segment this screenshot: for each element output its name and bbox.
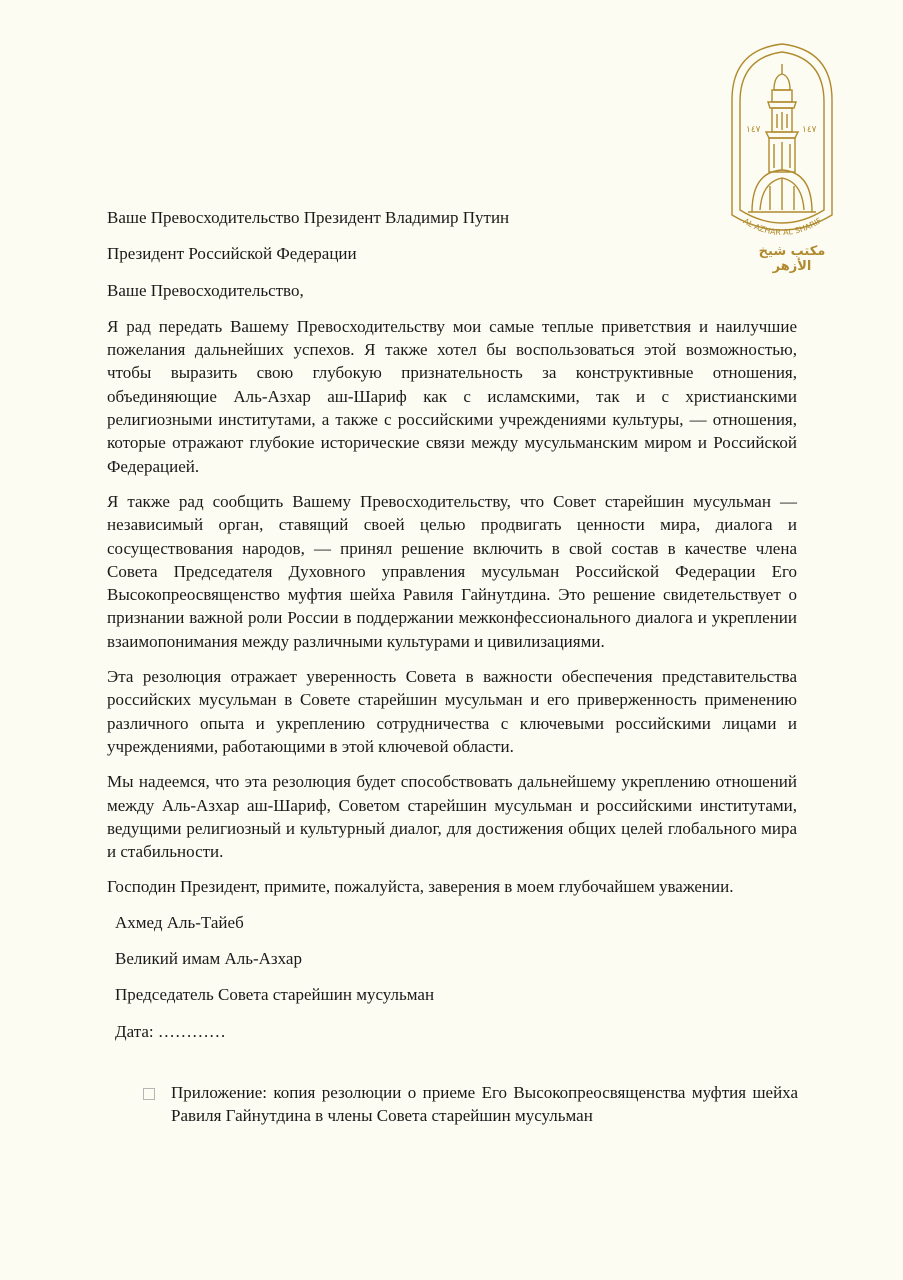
salutation: Ваше Превосходительство, <box>107 280 304 300</box>
attachment-text: Приложение: копия резолюции о приеме Его Высокопреосвященства муфтия шейха Равиля Гайнутдина в члены Совета старейшин мусульман <box>171 1083 798 1126</box>
signatory-name: Ахмед Аль-Тайеб <box>115 912 244 932</box>
paragraph-4: Мы надеемся, что эта резолюция будет способствовать дальнейшему укреплению отношений между Аль-Азхар аш-Шариф, Советом старейшин мусульман и российскими институтами, ведущими религиозный и культурный диалог, для достижения общих целей глобального мира и стабильности. <box>107 772 797 862</box>
signatory-title-2: Председатель Совета старейшин мусульман <box>115 985 435 1005</box>
paragraph-5: Господин Президент, примите, пожалуйста, заверения в моем глубочайшем уважении. <box>107 877 734 897</box>
signatory-title-1: Великий имам Аль-Азхар <box>115 949 302 969</box>
paragraph-1: Я рад передать Вашему Превосходительству мои самые теплые приветствия и наилучшие пожелания дальнейших успехов. Я также хотел бы воспользоваться этой возможностью, чтобы выразить свою глубокую признательность за конструктивные отношения, объединяющие Аль-Азхар аш-Шариф как с исламскими, так и с христианскими религиозными институтами, а также с российскими учреждениями культуры, — отношения, которые отражают глубокие исторические связи между мусульманским миром и Российской Федерацией. <box>107 316 797 476</box>
attachment-note <box>143 1081 798 1128</box>
paragraph-3: Эта резолюция отражает уверенность Совета в важности обеспечения представительства российских мусульман в Совете старейшин мусульман и его приверженность применению различного опыта и укреплению сотрудничества с ключевыми российскими лицами и учреждениями, работающими в этой ключевой области. <box>107 667 797 756</box>
paragraph-2: Я также рад сообщить Вашему Превосходительству, что Совет старейшин мусульман — независимый орган, ставящий своей целью продвигать ценности мира, диалога и сосуществования народов, — принял решение включить в свой состав в качестве члена Совета Председателя Духовного управления мусульман Российской Федерации Его Высокопреосвященство муфтия шейха Равиля Гайнутдина. Это решение свидетельствует о признании важной роли России в поддержании межконфессионального диалога и укреплении взаимопонимания между различными культурами и цивилизациями. <box>107 491 797 651</box>
letter-body <box>107 206 797 1056</box>
logo-latin-text: AL AZHAR AL SHARIF <box>741 216 824 238</box>
date-line: Дата: ………… <box>115 1021 226 1041</box>
addressee-line-2: Президент Российской Федерации <box>107 244 357 264</box>
logo-arabic-caption: مكتب شيخ الأزهر <box>758 244 826 274</box>
logo-year-left: ١٤٧ <box>746 125 761 135</box>
addressee-line-1: Ваше Превосходительство Президент Владимир Путин <box>107 208 510 227</box>
bullet-box-icon <box>143 1088 155 1100</box>
logo-year-right: ١٤٧ <box>802 125 817 135</box>
